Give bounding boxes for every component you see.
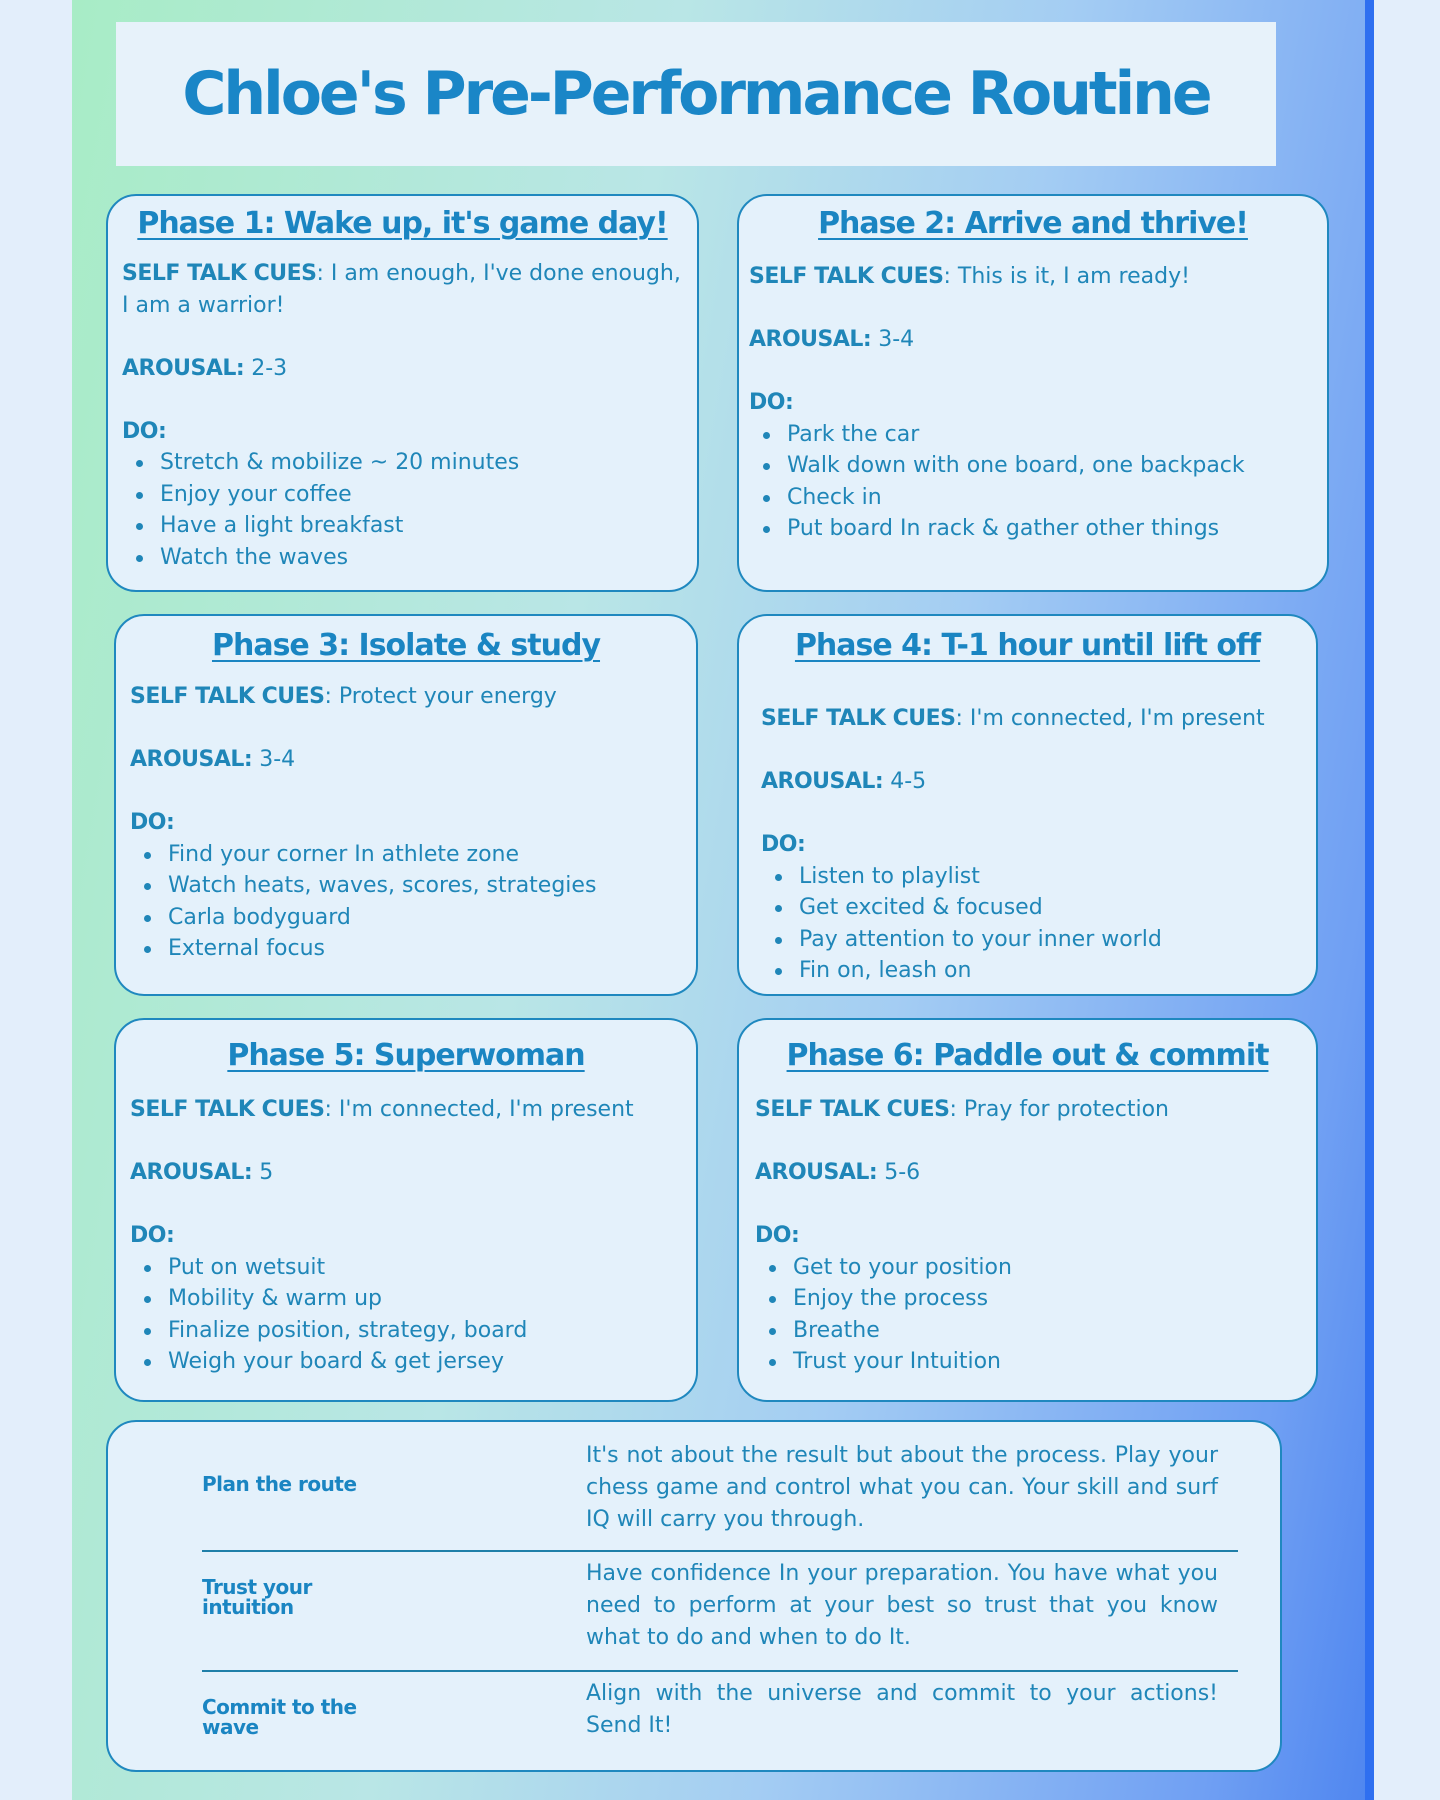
do-label: DO:	[761, 832, 806, 857]
self-talk-value: : Pray for protection	[949, 1097, 1169, 1122]
arousal-value: 5-6	[877, 1160, 921, 1185]
phase-card-5	[114, 1018, 698, 1402]
arousal-line	[130, 744, 680, 776]
arousal-label: AROUSAL:	[761, 769, 884, 794]
arousal-label: AROUSAL:	[122, 355, 245, 381]
self-talk-label: SELF TALK CUES	[755, 1097, 950, 1122]
do-label: DO:	[130, 1223, 175, 1248]
phase-card-6	[737, 1018, 1318, 1402]
arousal-label: AROUSAL:	[130, 1160, 253, 1185]
phase-card-4	[737, 614, 1318, 996]
arousal-value: 3-4	[871, 327, 915, 352]
phase-body	[761, 703, 1311, 987]
list-item: Pay attention to your inner world	[799, 924, 1311, 956]
list-item: Finalize position, strategy, board	[168, 1315, 680, 1347]
principle-label: Commit to the wave	[202, 1695, 357, 1739]
divider	[202, 1550, 1238, 1552]
self-talk-label: SELF TALK CUES	[130, 1097, 325, 1122]
self-talk-value: : I'm connected, I'm present	[955, 706, 1265, 731]
arousal-value: 4-5	[883, 769, 927, 794]
principle-text: Have confidence In your preparation. You have what you need to perform at your best so trust that you know what to do and when to do It.	[586, 1561, 1218, 1650]
list-item: Put board In rack & gather other things	[787, 513, 1309, 545]
phase-title: Phase 4: T-1 hour until lift off	[794, 628, 1261, 663]
self-talk-label: SELF TALK CUES	[122, 261, 317, 286]
do-label: DO:	[130, 810, 175, 835]
arousal-line	[749, 324, 1309, 356]
phase-body	[130, 681, 680, 965]
phase-title: Phase 3: Isolate & study	[211, 628, 601, 663]
do-list	[755, 1252, 1305, 1378]
phase-card-1	[106, 194, 699, 592]
arousal-label: AROUSAL:	[130, 747, 253, 772]
list-item: Stretch & mobilize ~ 20 minutes	[160, 447, 682, 479]
do-list	[130, 1252, 680, 1378]
self-talk-value: : Protect your energy	[324, 684, 557, 709]
self-talk-label: SELF TALK CUES	[130, 684, 325, 709]
list-item: Watch the waves	[160, 542, 682, 574]
list-item: Check in	[787, 482, 1309, 514]
divider	[202, 1670, 1238, 1672]
self-talk-line	[749, 261, 1309, 293]
arousal-label: AROUSAL:	[749, 327, 872, 352]
list-item: Breathe	[793, 1315, 1305, 1347]
phase-title: Phase 2: Arrive and thrive!	[818, 206, 1248, 241]
list-item: Mobility & warm up	[168, 1283, 680, 1315]
phase-body	[749, 261, 1309, 545]
phase-body	[130, 1094, 680, 1378]
phase-card-3	[114, 614, 698, 996]
self-talk-line	[122, 258, 682, 321]
self-talk-line	[755, 1094, 1305, 1126]
phase-body	[755, 1094, 1305, 1378]
page-title: Chloe's Pre-Performance Routine	[182, 59, 1210, 129]
do-label: DO:	[755, 1223, 800, 1248]
self-talk-label: SELF TALK CUES	[749, 264, 944, 289]
phase-title: Phase 6: Paddle out & commit	[786, 1038, 1269, 1073]
self-talk-value: : I am enough, I've done enough, I am a warrior!	[122, 261, 681, 318]
list-item: Put on wetsuit	[168, 1252, 680, 1284]
arousal-value: 5	[252, 1160, 274, 1185]
list-item: Find your corner In athlete zone	[168, 839, 680, 871]
self-talk-line	[130, 681, 680, 713]
list-item: Walk down with one board, one backpack	[787, 450, 1309, 482]
arousal-value: 2-3	[244, 355, 288, 381]
list-item: Get excited & focused	[799, 892, 1311, 924]
list-item: External focus	[168, 933, 680, 965]
list-item: Enjoy your coffee	[160, 479, 682, 511]
phase-card-2	[737, 194, 1329, 592]
do-list	[130, 839, 680, 965]
principles-card	[106, 1420, 1282, 1772]
arousal-label: AROUSAL:	[755, 1160, 878, 1185]
list-item: Get to your position	[793, 1252, 1305, 1284]
title-banner	[116, 22, 1276, 166]
arousal-line	[761, 766, 1311, 798]
list-item: Carla bodyguard	[168, 902, 680, 934]
list-item: Weigh your board & get jersey	[168, 1346, 680, 1378]
list-item: Park the car	[787, 419, 1309, 451]
arousal-value: 3-4	[252, 747, 296, 772]
principle-label: Plan the route	[202, 1472, 357, 1496]
right-edge-strip	[1365, 0, 1374, 1800]
do-list	[122, 447, 682, 573]
do-label: DO:	[749, 390, 794, 415]
principle-text: Align with the universe and commit to your actions! Send It!	[586, 1681, 1218, 1738]
list-item: Listen to playlist	[799, 861, 1311, 893]
phase-body	[122, 258, 682, 573]
do-list	[749, 419, 1309, 545]
list-item: Enjoy the process	[793, 1283, 1305, 1315]
self-talk-label: SELF TALK CUES	[761, 706, 956, 731]
list-item: Have a light breakfast	[160, 510, 682, 542]
do-label: DO:	[122, 418, 167, 444]
arousal-line	[130, 1157, 680, 1189]
do-list	[761, 861, 1311, 987]
self-talk-value: : I'm connected, I'm present	[324, 1097, 634, 1122]
principle-text: It's not about the result but about the process. Play your chess game and control what you can. Your skill and surf IQ will carry you through.	[586, 1443, 1218, 1532]
arousal-line	[122, 353, 682, 385]
list-item: Watch heats, waves, scores, strategies	[168, 870, 680, 902]
principle-label: Trust your intuition	[202, 1575, 312, 1619]
list-item: Trust your Intuition	[793, 1346, 1305, 1378]
self-talk-line	[130, 1094, 680, 1126]
poster	[72, 0, 1368, 1800]
self-talk-value: : This is it, I am ready!	[943, 264, 1190, 289]
phase-title: Phase 1: Wake up, it's game day!	[137, 206, 668, 241]
arousal-line	[755, 1157, 1305, 1189]
phase-title: Phase 5: Superwoman	[227, 1038, 585, 1073]
self-talk-line	[761, 703, 1311, 735]
list-item: Fin on, leash on	[799, 955, 1311, 987]
